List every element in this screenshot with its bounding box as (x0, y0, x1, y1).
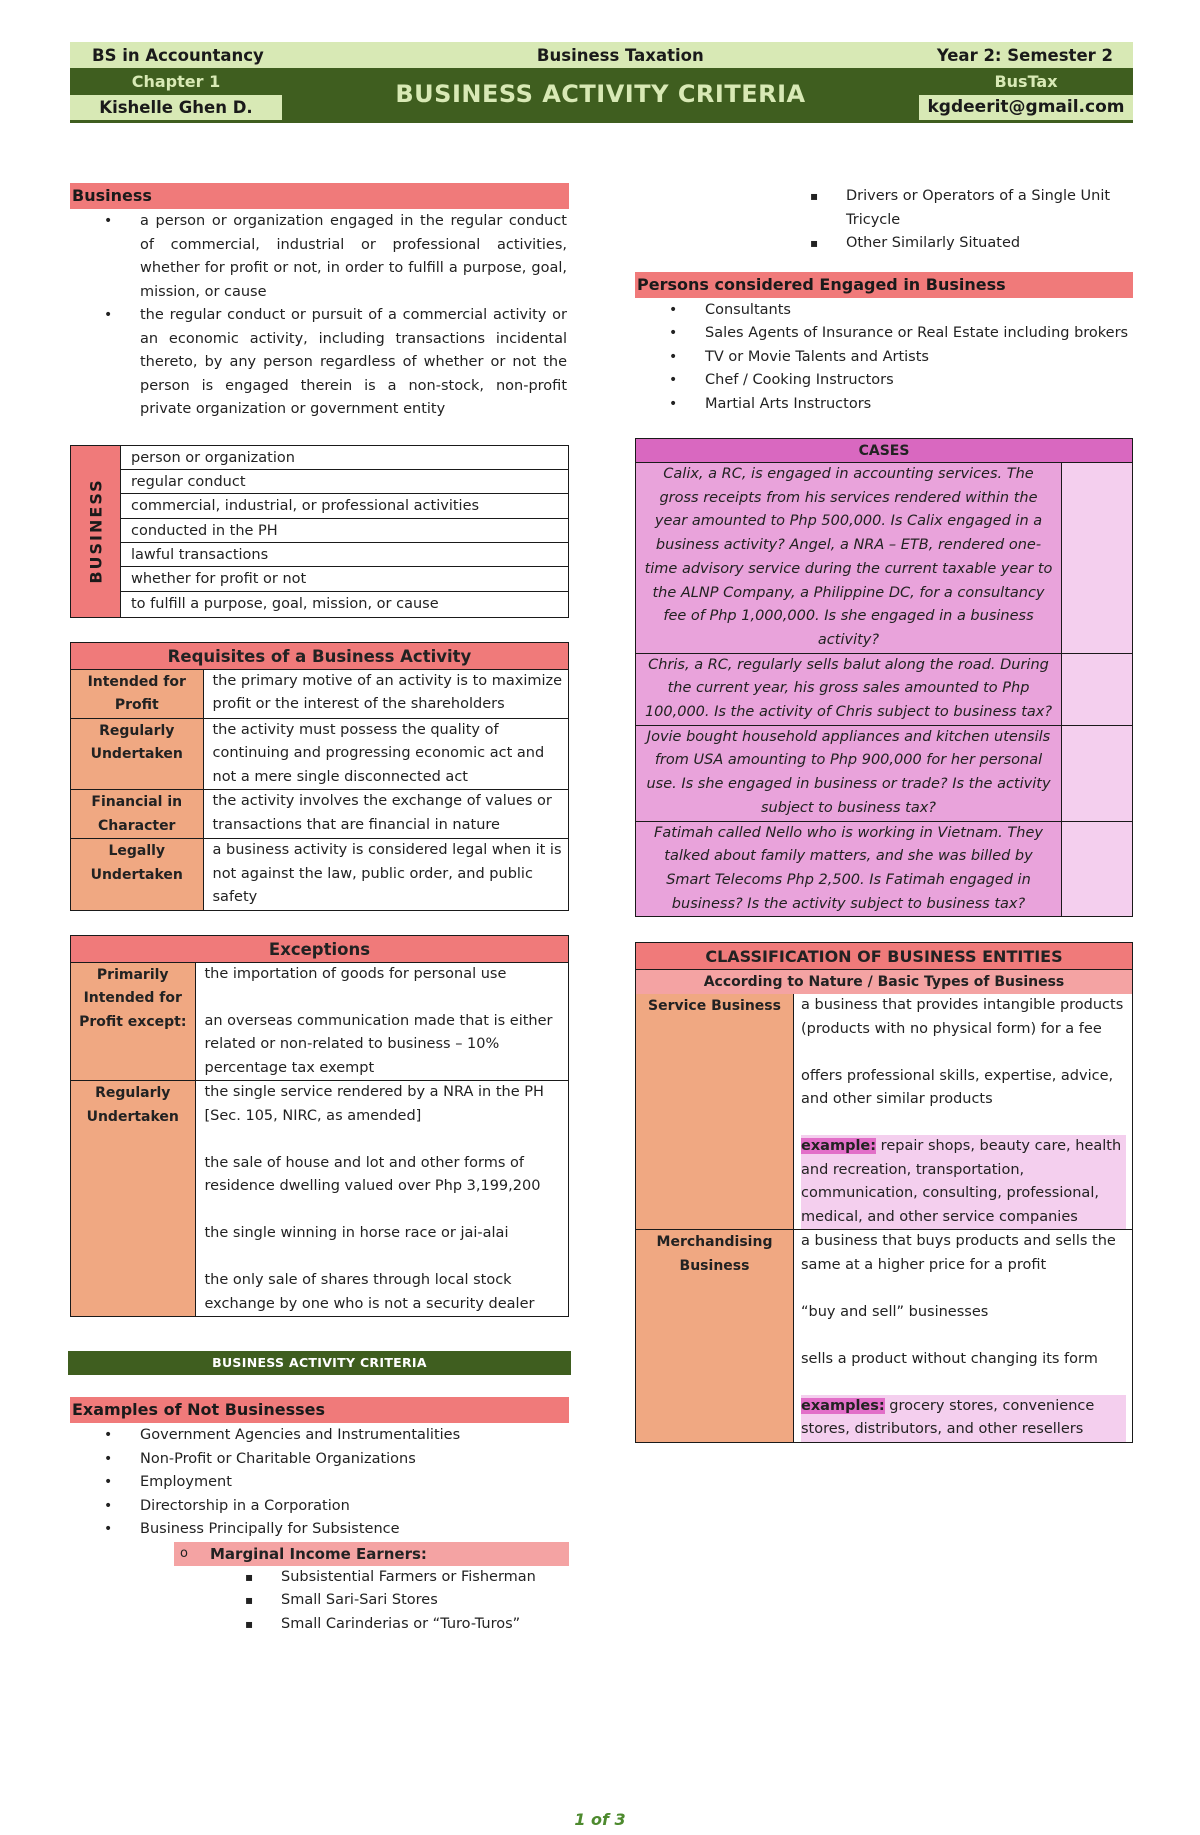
case-question: Fatimah called Nello who is working in Vietnam. They talked about family matters, and she was billed by Smart Telecoms Php 2,500. Is Fatimah engaged in business? Is the activity subject to business tax? (636, 822, 1062, 917)
table-row (636, 1229, 1132, 1442)
classification-table (635, 942, 1133, 1443)
merch-def: a business that buys products and sells the same at a higher price for a profit (801, 1233, 1116, 1273)
header-title-bar (70, 68, 1133, 123)
classification-subheading: According to Nature / Basic Types of Business (636, 970, 1132, 994)
list-item: ▪ Subsistential Farmers or Fisherman (211, 1566, 569, 1590)
list-item: • Chef / Cooking Instructors (635, 369, 1133, 393)
business-element: person or organization (121, 446, 568, 470)
engaged-list (635, 299, 1133, 417)
case-answer-cell (1062, 726, 1132, 821)
list-item: • Business Principally for Subsistence (70, 1518, 569, 1542)
author-email: kgdeerit@gmail.com (919, 95, 1133, 120)
section-bar: BUSINESS ACTIVITY CRITERIA (68, 1351, 571, 1375)
marginal-earners-bar (174, 1542, 569, 1566)
requisites-table (70, 642, 569, 911)
engaged-heading: Persons considered Engaged in Business (635, 272, 1133, 298)
bullet-marker: o (180, 1545, 188, 1561)
list-item: • Employment (70, 1471, 569, 1495)
list-item: ▪ Drivers or Operators of a Single Unit Tricycle (776, 185, 1133, 232)
exception-item: the sale of house and lot and other forms of residence dwelling valued over Php 3,199,200 (204, 1154, 541, 1194)
case-question: Chris, a RC, regularly sells balut along the road. During the current year, his gross sales amounted to Php 100,000. Is the activity of Chris subject to business tax? (636, 654, 1062, 725)
not-business-heading: Examples of Not Businesses (70, 1397, 569, 1423)
case-answer-cell (1062, 463, 1132, 653)
requisite-value: the activity involves the exchange of values or transactions that are financial in nature (203, 790, 568, 839)
case-question: Jovie bought household appliances and kitchen utensils from USA amounting to Php 900,000 for her personal use. Is she engaged in business or trade? Is the activity subject to business tax? (636, 726, 1062, 821)
merch-business-key: Merchandising Business (636, 1230, 794, 1442)
service-business-key: Service Business (636, 994, 794, 1229)
table-row (636, 994, 1132, 1229)
merch-form: sells a product without changing its form (801, 1350, 1098, 1367)
course-tag: BusTax (994, 72, 1058, 91)
requisites-heading: Requisites of a Business Activity (71, 643, 568, 670)
list-item: • Government Agencies and Instrumentalities (70, 1424, 569, 1448)
table-row (636, 726, 1132, 822)
exception-item: the only sale of shares through local stock exchange by one who is not a security dealer (204, 1272, 535, 1312)
requisite-value: the activity must possess the quality of continuing and progressing economic act and not a mere single disconnected act (203, 718, 568, 790)
table-row (636, 654, 1132, 726)
business-element: lawful transactions (121, 543, 568, 567)
business-element: regular conduct (121, 470, 568, 494)
list-item: • a person or organization engaged in the regular conduct of commercial, industrial or professional activities, whether for profit or not, in order to fulfill a purpose, goal, mission, or cause (70, 210, 567, 304)
marginal-earners-list (211, 1566, 569, 1637)
business-element: commercial, industrial, or professional activities (121, 494, 568, 518)
term-label: Year 2: Semester 2 (936, 45, 1113, 65)
classification-heading: CLASSIFICATION OF BUSINESS ENTITIES (636, 943, 1132, 970)
business-element: whether for profit or not (121, 567, 568, 591)
table-row (71, 963, 568, 1081)
business-element: conducted in the PH (121, 519, 568, 543)
exception-item: the single winning in horse race or jai-alai (204, 1225, 509, 1241)
business-heading: Business (70, 183, 569, 209)
subject-label: Business Taxation (536, 45, 704, 65)
list-item: ▪ Small Sari-Sari Stores (211, 1589, 569, 1613)
marginal-earners-title: Marginal Income Earners: (210, 1544, 427, 1563)
table-row (636, 822, 1132, 917)
service-offer: offers professional skills, expertise, advice, and other similar products (801, 1067, 1114, 1108)
author-label: Kishelle Ghen D. (70, 95, 282, 120)
exception-key: Primarily Intended for Profit except: (71, 963, 195, 1081)
exception-item: the importation of goods for personal use (204, 965, 507, 982)
list-item: • the regular conduct or pursuit of a commercial activity or an economic activity, including transactions incidental thereto, by any person regardless of whether or not the person is engaged therein is a non-stock, non-profit private organization or government entity (70, 304, 567, 422)
cases-heading: CASES (636, 439, 1132, 463)
page-number: 1 of 3 (574, 1810, 626, 1829)
chapter-label: Chapter 1 (131, 72, 221, 91)
case-answer-cell (1062, 822, 1132, 917)
requisite-key: Financial in Character (71, 790, 203, 839)
list-item: ▪ Other Similarly Situated (776, 232, 1133, 256)
exceptions-heading: Exceptions (71, 936, 568, 963)
case-question: Calix, a RC, is engaged in accounting services. The gross receipts from his services rendered within the year amounted to Php 500,000. Is Calix engaged in a business activity? Angel, a NRA – ETB, rendered one-time advisory service during the current taxable year to the ALNP Company, a Philippine DC, for a consultancy fee of Php 1,000,000. Is she engaged in a business activity? (636, 463, 1062, 653)
program-label: BS in Accountancy (92, 45, 264, 65)
merch-buysell: “buy and sell” businesses (801, 1303, 989, 1320)
business-definitions (70, 210, 569, 422)
left-column (70, 183, 569, 1636)
table-row (71, 1081, 568, 1317)
list-item: • Non-Profit or Charitable Organizations (70, 1448, 569, 1472)
requisite-key: Intended for Profit (71, 670, 203, 719)
requisite-value: a business activity is considered legal when it is not against the law, public order, and public safety (212, 842, 562, 905)
exception-key: Regularly Undertaken (71, 1081, 195, 1317)
business-element: to fulfill a purpose, goal, mission, or cause (131, 595, 439, 612)
list-item: ▪ Small Carinderias or “Turo-Turos” (211, 1613, 569, 1637)
list-item: • Sales Agents of Insurance or Real Estate including brokers (635, 322, 1133, 346)
list-item: • Directorship in a Corporation (70, 1495, 569, 1519)
list-item: • Consultants (635, 299, 1133, 323)
business-elements-box (70, 445, 569, 618)
exception-item: the single service rendered by a NRA in the PH [Sec. 105, NIRC, as amended] (204, 1084, 544, 1124)
requisite-key: Legally Undertaken (71, 839, 203, 910)
table-row (636, 463, 1132, 654)
service-def: a business that provides intangible products (products with no physical form) for a fee (801, 997, 1124, 1037)
header-top-bar (70, 42, 1133, 68)
requisite-key: Regularly Undertaken (71, 718, 203, 790)
merch-examples: examples: grocery stores, convenience stores, distributors, and other resellers (801, 1395, 1126, 1442)
exceptions-table (70, 935, 569, 1318)
table-row (71, 718, 568, 790)
right-column (635, 185, 1133, 1443)
not-business-list (70, 1424, 569, 1542)
case-answer-cell (1062, 654, 1132, 725)
list-item: • TV or Movie Talents and Artists (635, 346, 1133, 370)
cases-table (635, 438, 1133, 917)
exception-item: an overseas communication made that is either related or non-related to business – 10% percentage tax exempt (204, 1012, 553, 1076)
list-item: • Martial Arts Instructors (635, 393, 1133, 417)
table-row (71, 790, 568, 839)
marginal-earners-list-cont (776, 185, 1133, 256)
table-row (71, 839, 568, 910)
page-title: BUSINESS ACTIVITY CRITERIA (395, 80, 806, 108)
requisite-value: the primary motive of an activity is to maximize profit or the interest of the shareholders (203, 670, 568, 719)
business-side-label: BUSINESS (71, 446, 121, 617)
service-examples: example: repair shops, beauty care, health and recreation, transportation, communication, consulting, professional, medical, and other service companies (801, 1135, 1126, 1229)
table-row (71, 670, 568, 719)
